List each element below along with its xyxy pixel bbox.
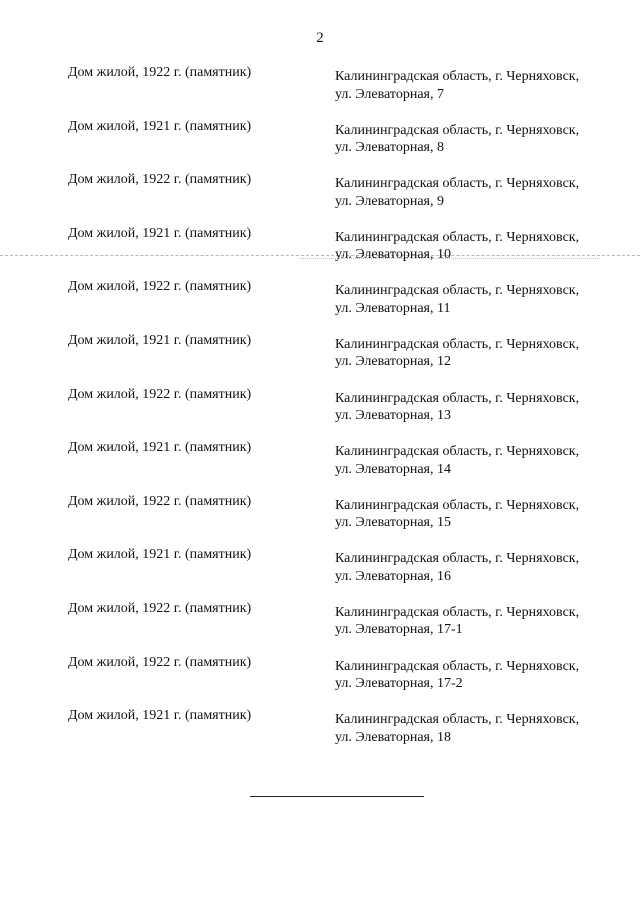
monument-name: Дом жилой, 1921 г. (памятник) bbox=[68, 547, 252, 563]
monument-address bbox=[335, 122, 579, 157]
address-line: ул. Элеваторная, 14 bbox=[335, 461, 451, 477]
address-line: ул. Элеваторная, 15 bbox=[335, 515, 451, 531]
monument-address bbox=[335, 390, 579, 425]
list-item bbox=[0, 654, 640, 708]
monument-name: Дом жилой, 1922 г. (памятник) bbox=[68, 654, 252, 670]
address-line: Калининградская область, г. Черняховск, bbox=[335, 497, 580, 513]
list-item bbox=[0, 64, 640, 118]
address-line: ул. Элеваторная, 8 bbox=[335, 140, 444, 156]
list-item bbox=[0, 118, 640, 172]
list-item bbox=[0, 171, 640, 225]
address-line: ул. Элеваторная, 9 bbox=[335, 193, 444, 209]
monument-address bbox=[335, 711, 579, 746]
list-item bbox=[0, 707, 640, 761]
address-line: Калининградская область, г. Черняховск, bbox=[335, 336, 580, 352]
list-item bbox=[0, 439, 640, 493]
address-line: Калининградская область, г. Черняховск, bbox=[335, 283, 580, 299]
list-item bbox=[0, 600, 640, 654]
address-line: Калининградская область, г. Черняховск, bbox=[335, 551, 580, 567]
monument-name: Дом жилой, 1921 г. (памятник) bbox=[68, 708, 252, 724]
monument-list bbox=[0, 64, 640, 761]
monument-name: Дом жилой, 1922 г. (памятник) bbox=[68, 600, 252, 616]
monument-address bbox=[335, 175, 579, 210]
end-of-list-rule bbox=[250, 796, 424, 797]
monument-name: Дом жилой, 1921 г. (памятник) bbox=[68, 225, 252, 241]
monument-address bbox=[335, 229, 579, 264]
address-line: ул. Элеваторная, 13 bbox=[335, 408, 451, 424]
monument-address bbox=[335, 282, 579, 317]
monument-name: Дом жилой, 1922 г. (памятник) bbox=[68, 279, 252, 295]
address-line: ул. Элеваторная, 17-1 bbox=[335, 622, 463, 638]
address-line: Калининградская область, г. Черняховск, bbox=[335, 390, 580, 406]
address-line: Калининградская область, г. Черняховск, bbox=[335, 229, 580, 245]
address-line: Калининградская область, г. Черняховск, bbox=[335, 69, 580, 84]
address-line: Калининградская область, г. Черняховск, bbox=[335, 122, 580, 138]
list-item bbox=[0, 278, 640, 332]
list-item bbox=[0, 225, 640, 279]
address-line: ул. Элеваторная, 18 bbox=[335, 729, 451, 745]
address-line: ул. Элеваторная, 17-2 bbox=[335, 676, 463, 692]
monument-name: Дом жилой, 1922 г. (памятник) bbox=[68, 65, 252, 80]
monument-address bbox=[335, 497, 579, 532]
address-line: Калининградская область, г. Черняховск, bbox=[335, 712, 580, 728]
monument-name: Дом жилой, 1921 г. (памятник) bbox=[68, 118, 252, 134]
page-number: 2 bbox=[316, 30, 324, 46]
monument-address bbox=[335, 68, 579, 103]
list-item bbox=[0, 546, 640, 600]
monument-name: Дом жилой, 1922 г. (памятник) bbox=[68, 493, 252, 509]
address-line: Калининградская область, г. Черняховск, bbox=[335, 444, 580, 460]
monument-name: Дом жилой, 1922 г. (памятник) bbox=[68, 386, 252, 402]
list-item bbox=[0, 386, 640, 440]
monument-address bbox=[335, 604, 579, 639]
monument-address bbox=[335, 550, 579, 585]
address-line: Калининградская область, г. Черняховск, bbox=[335, 658, 580, 674]
monument-name: Дом жилой, 1921 г. (памятник) bbox=[68, 332, 252, 348]
address-line: Калининградская область, г. Черняховск, bbox=[335, 604, 580, 620]
list-item bbox=[0, 493, 640, 547]
monument-address bbox=[335, 336, 579, 371]
list-item bbox=[0, 332, 640, 386]
monument-name: Дом жилой, 1921 г. (памятник) bbox=[68, 440, 252, 456]
address-line: ул. Элеваторная, 7 bbox=[335, 86, 444, 102]
address-line: ул. Элеваторная, 12 bbox=[335, 354, 451, 370]
monument-address bbox=[335, 658, 579, 693]
address-line: Калининградская область, г. Черняховск, bbox=[335, 176, 580, 192]
monument-address bbox=[335, 443, 579, 478]
address-line: ул. Элеваторная, 16 bbox=[335, 568, 451, 584]
address-line: ул. Элеваторная, 10 bbox=[335, 247, 451, 263]
monument-name: Дом жилой, 1922 г. (памятник) bbox=[68, 172, 252, 188]
address-line: ул. Элеваторная, 11 bbox=[335, 300, 451, 316]
